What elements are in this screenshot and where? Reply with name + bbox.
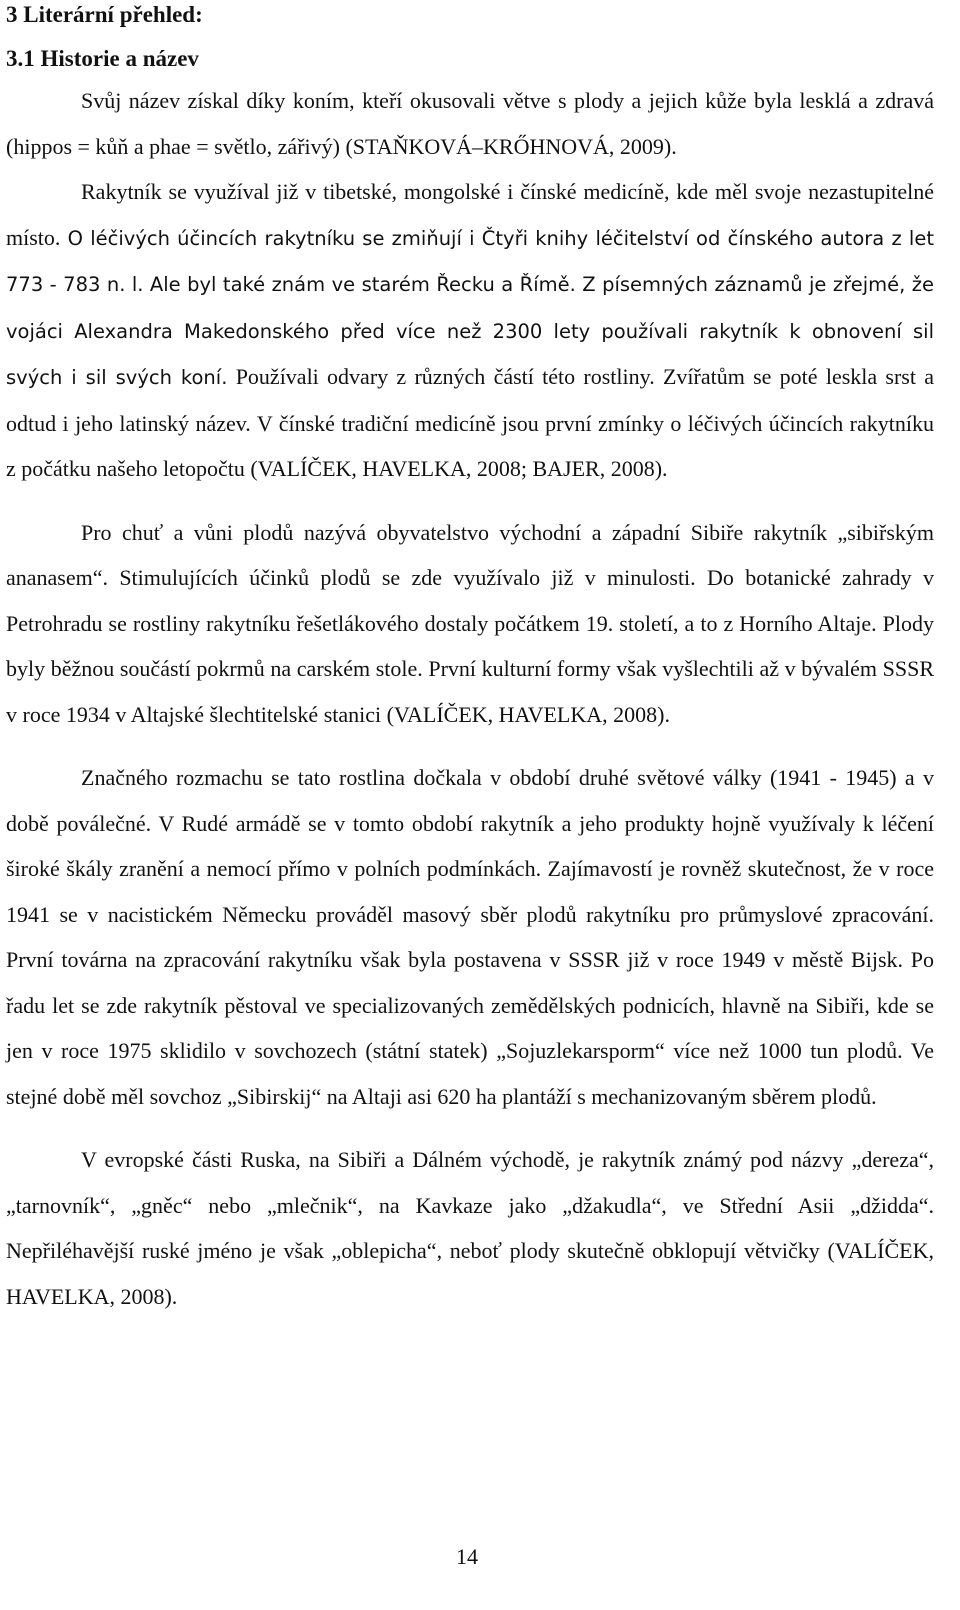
paragraph-name-origin: Svůj název získal díky koním, kteří okusovali větve s plody a jejich kůže byla lesklá a zdravá (hippos = kůň a phae = světlo, zářivý) (STAŇKOVÁ–KRŐHNOVÁ, 2009). <box>6 88 934 159</box>
paragraph-names: V evropské části Ruska, na Sibiři a Dálném východě, je rakytník známý pod názvy „dereza“, „tarnovník“, „gněc“ nebo „mlečnik“, na Kavkaze jako „džakudla“, ve Střední Asii „džidda“. Nepřiléhavější ruské jméno je však „oblepicha“, neboť plody skutečně obklopují větvičky (VALÍČEK, HAVELKA, 2008). <box>6 1147 934 1309</box>
paragraph-history-medicine <box>6 169 934 492</box>
page-number: 14 <box>456 1544 478 1569</box>
paragraph-siberia: Pro chuť a vůni plodů nazývá obyvatelstvo východní a západní Sibiře rakytník „sibiřským ananasem“. Stimulujících účinků plodů se zde využívalo již v minulosti. Do botanické zahrady v Petrohradu se rostliny rakytníku řešetlákového dostaly počátkem 19. století, a to z Horního Altaje. Plody byly běžnou součástí pokrmů na carském stole. První kulturní formy však vyšlechtili až v bývalém SSSR v roce 1934 v Altajské šlechtitelské stanici (VALÍČEK, HAVELKA, 2008). <box>6 519 934 727</box>
paragraph-world-war: Značného rozmachu se tato rostlina dočkala v období druhé světové války (1941 - 1945) a v době poválečné. V Rudé armádě se v tomto období rakytník a jeho produkty hojně využívaly k léčení široké škály zranění a nemocí přímo v polních podmínkách. Zajímavostí je rovněž skutečnost, že v roce 1941 se v nacistickém Německu prováděl masový sběr plodů rakytníku pro průmyslové zpracování. První továrna na zpracování rakytníku však byla postavena v SSSR již v roce 1949 v městě Bijsk. Po řadu let se zde rakytník pěstoval ve specializovaných zemědělských podnicích, hlavně na Sibiři, kde se jen v roce 1975 sklidilo v sovchozech (státní statek) „Sojuzlekarsporm“ více než 1000 tun plodů. Ve stejné době měl sovchoz „Sibirskij“ na Altaji asi 620 ha plantáží s mechanizovaným sběrem plodů. <box>6 765 934 1109</box>
paragraph-history-medicine-s3: Používali odvary z různých částí této rostliny. Zvířatům se poté leskla srst a odtud i jeho latinský název. V čínské tradiční medicíně jsou první zmínky o léčivých účincích rakytníku z počátku našeho letopočtu (VALÍČEK, HAVELKA, 2008; BAJER, 2008). <box>6 364 934 481</box>
chapter-heading: 3 Literární přehled: <box>6 2 203 27</box>
section-heading: 3.1 Historie a název <box>6 46 199 71</box>
paragraph-history-medicine-s2: O léčivých účincích rakytníku se zmiňují i Čtyři knihy léčitelství od čínského autora z let 773 - 783 n. l. Ale byl také znám ve starém Řecku a Římě. Z písemných záznamů je zřejmé, že vojáci Alexandra Makedonského před více než 2300 lety používali rakytník k obnovení sil svých i sil svých koní. <box>6 226 934 389</box>
paragraph-history-medicine-s1: Rakytník se využíval již v tibetské, mongolské i čínské medicíně, kde měl svoje nezastupitelné místo. <box>6 179 934 250</box>
